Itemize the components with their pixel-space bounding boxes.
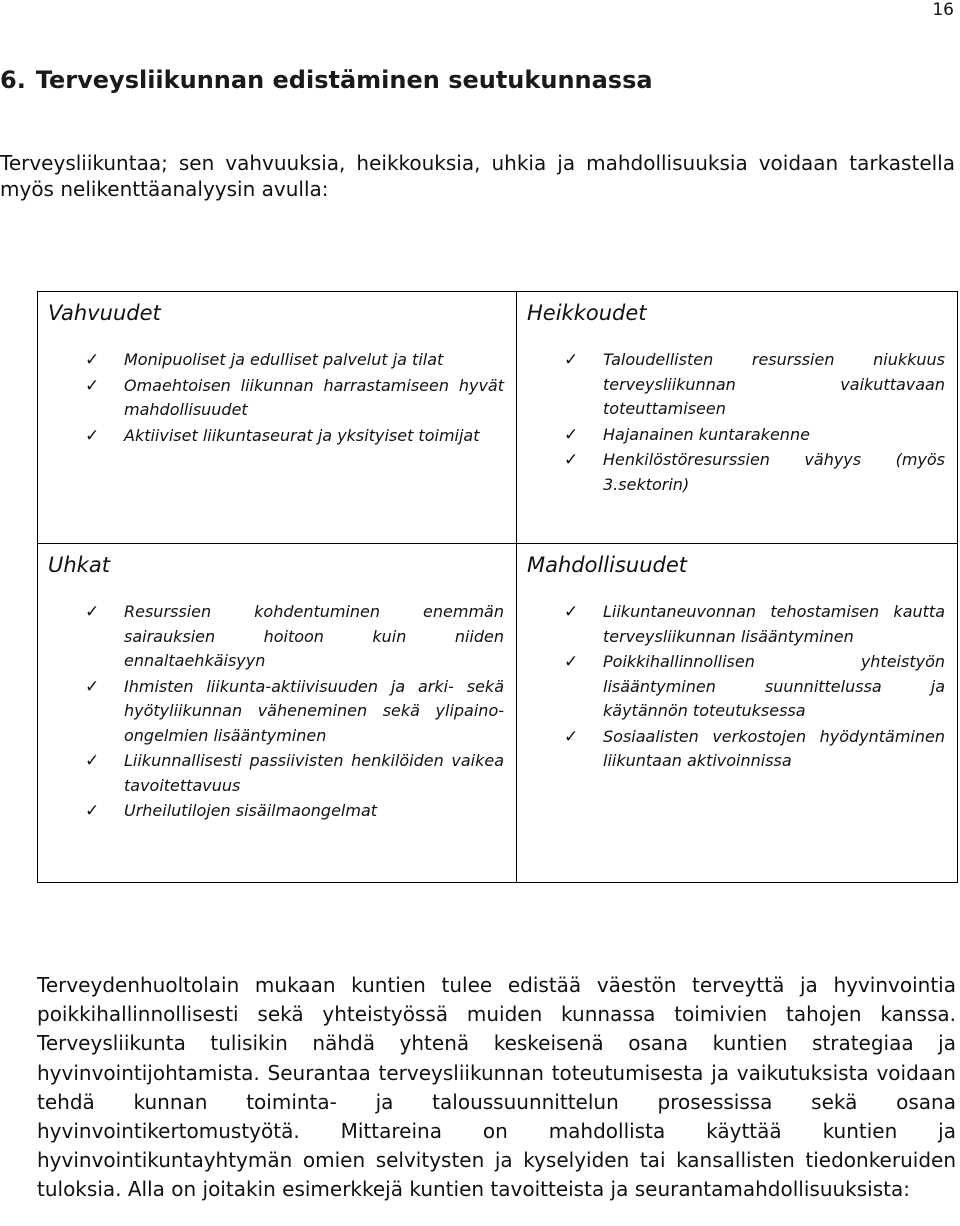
- checkmark-icon: ✓: [85, 425, 100, 446]
- list-item-text: Liikunnallisesti passiivisten henkilöiden vaikea tavoitettavuus: [124, 751, 504, 795]
- list-item: [527, 423, 945, 448]
- intro-paragraph: Terveysliikuntaa; sen vahvuuksia, heikkouksia, uhkia ja mahdollisuuksia voidaan tarkastella myös nelikenttäanalyysin avulla:: [0, 151, 955, 201]
- checkmark-icon: ✓: [564, 726, 579, 747]
- checkmark-icon: ✓: [85, 801, 100, 821]
- list-item: [527, 448, 945, 497]
- list-item-text: Sosiaalisten verkostojen hyödyntäminen liikuntaan aktivoinnissa: [603, 726, 945, 770]
- list-item-text: Hajanainen kuntarakenne: [603, 424, 810, 444]
- list-item: [48, 749, 504, 798]
- weaknesses-list: [527, 348, 945, 497]
- checkmark-icon: ✓: [564, 424, 579, 445]
- section-title: Terveysliikunnan edistäminen seutukunnassa: [35, 66, 653, 94]
- checkmark-icon: ✓: [564, 350, 579, 370]
- page-number: 16: [932, 0, 954, 20]
- checkmark-icon: ✓: [564, 450, 579, 470]
- checkmark-icon: ✓: [85, 602, 100, 622]
- list-item-text: Monipuoliset ja edulliset palvelut ja tilat: [124, 350, 444, 369]
- list-item-text: Ihmisten liikunta-aktiivisuuden ja arki- sekä hyötyliikunnan väheneminen sekä ylipaino-ongelmien lisääntyminen: [124, 676, 504, 745]
- section-number: 6.: [0, 66, 26, 94]
- list-item: [48, 374, 504, 423]
- checkmark-icon: ✓: [564, 652, 579, 672]
- list-item: [48, 799, 504, 824]
- list-item: [527, 725, 945, 774]
- swot-table: [37, 291, 958, 883]
- list-item-text: Liikuntaneuvonnan tehostamisen kautta terveysliikunnan lisääntyminen: [603, 602, 945, 646]
- list-item-text: Poikkihallinnollisen yhteistyön lisääntyminen suunnittelussa ja käytännön toteutuksessa: [603, 652, 945, 720]
- checkmark-icon: ✓: [85, 751, 100, 771]
- weaknesses-title: Heikkoudet: [527, 301, 647, 325]
- opportunities-list: [527, 600, 945, 774]
- weaknesses-cell: [517, 292, 958, 544]
- list-item: [527, 650, 945, 724]
- body-paragraph: Terveydenhuoltolain mukaan kuntien tulee edistää väestön terveyttä ja hyvinvointia poikkihallinnollisesti sekä yhteistyössä muiden kunnassa toimivien tahojen kanssa. Terveysliikunta tulisikin nähdä yhtenä keskeisenä osana kuntien strategiaa ja hyvinvointijohtamista. Seurantaa terveysliikunnan toteutumisesta ja vaikutuksista voidaan tehdä kunnan toiminta- ja taloussuunnittelun prosessissa sekä osana hyvinvointikertomustyötä. Mittareina on mahdollista käyttää kuntien ja hyvinvointikuntayhtymän omien selvitysten ja kyselyiden tai kansallisten tiedonkeruiden tuloksia. Alla on joitakin esimerkkejä kuntien tavoitteista ja seurantamahdollisuuksista:: [37, 973, 956, 1202]
- list-item-text: Resurssien kohdentuminen enemmän sairauksien hoitoon kuin niiden ennaltaehkäisyyn: [124, 602, 504, 670]
- threats-cell: [38, 544, 517, 883]
- checkmark-icon: ✓: [85, 350, 100, 370]
- opportunities-title: Mahdollisuudet: [527, 553, 688, 577]
- strengths-title: Vahvuudet: [48, 301, 161, 325]
- list-item: [48, 424, 504, 449]
- list-item-text: Omaehtoisen liikunnan harrastamiseen hyvät mahdollisuudet: [124, 375, 504, 419]
- strengths-list: [48, 348, 504, 448]
- list-item: [527, 600, 945, 649]
- list-item: [527, 348, 945, 422]
- list-item: [48, 675, 504, 749]
- list-item-text: Taloudellisten resurssien niukkuus terveysliikunnan vaikuttavaan toteuttamiseen: [603, 350, 945, 418]
- threats-title: Uhkat: [48, 553, 110, 577]
- checkmark-icon: ✓: [564, 602, 579, 622]
- section-heading: [0, 66, 653, 94]
- list-item-text: Urheilutilojen sisäilmaongelmat: [124, 801, 378, 820]
- list-item-text: Henkilöstöresurssien vähyys (myös 3.sektorin): [603, 450, 945, 494]
- threats-list: [48, 600, 504, 824]
- list-item: [48, 600, 504, 674]
- strengths-cell: [38, 292, 517, 544]
- checkmark-icon: ✓: [85, 676, 100, 697]
- opportunities-cell: [517, 544, 958, 883]
- checkmark-icon: ✓: [85, 375, 100, 396]
- list-item: [48, 348, 504, 373]
- list-item-text: Aktiiviset liikuntaseurat ja yksityiset toimijat: [124, 425, 480, 445]
